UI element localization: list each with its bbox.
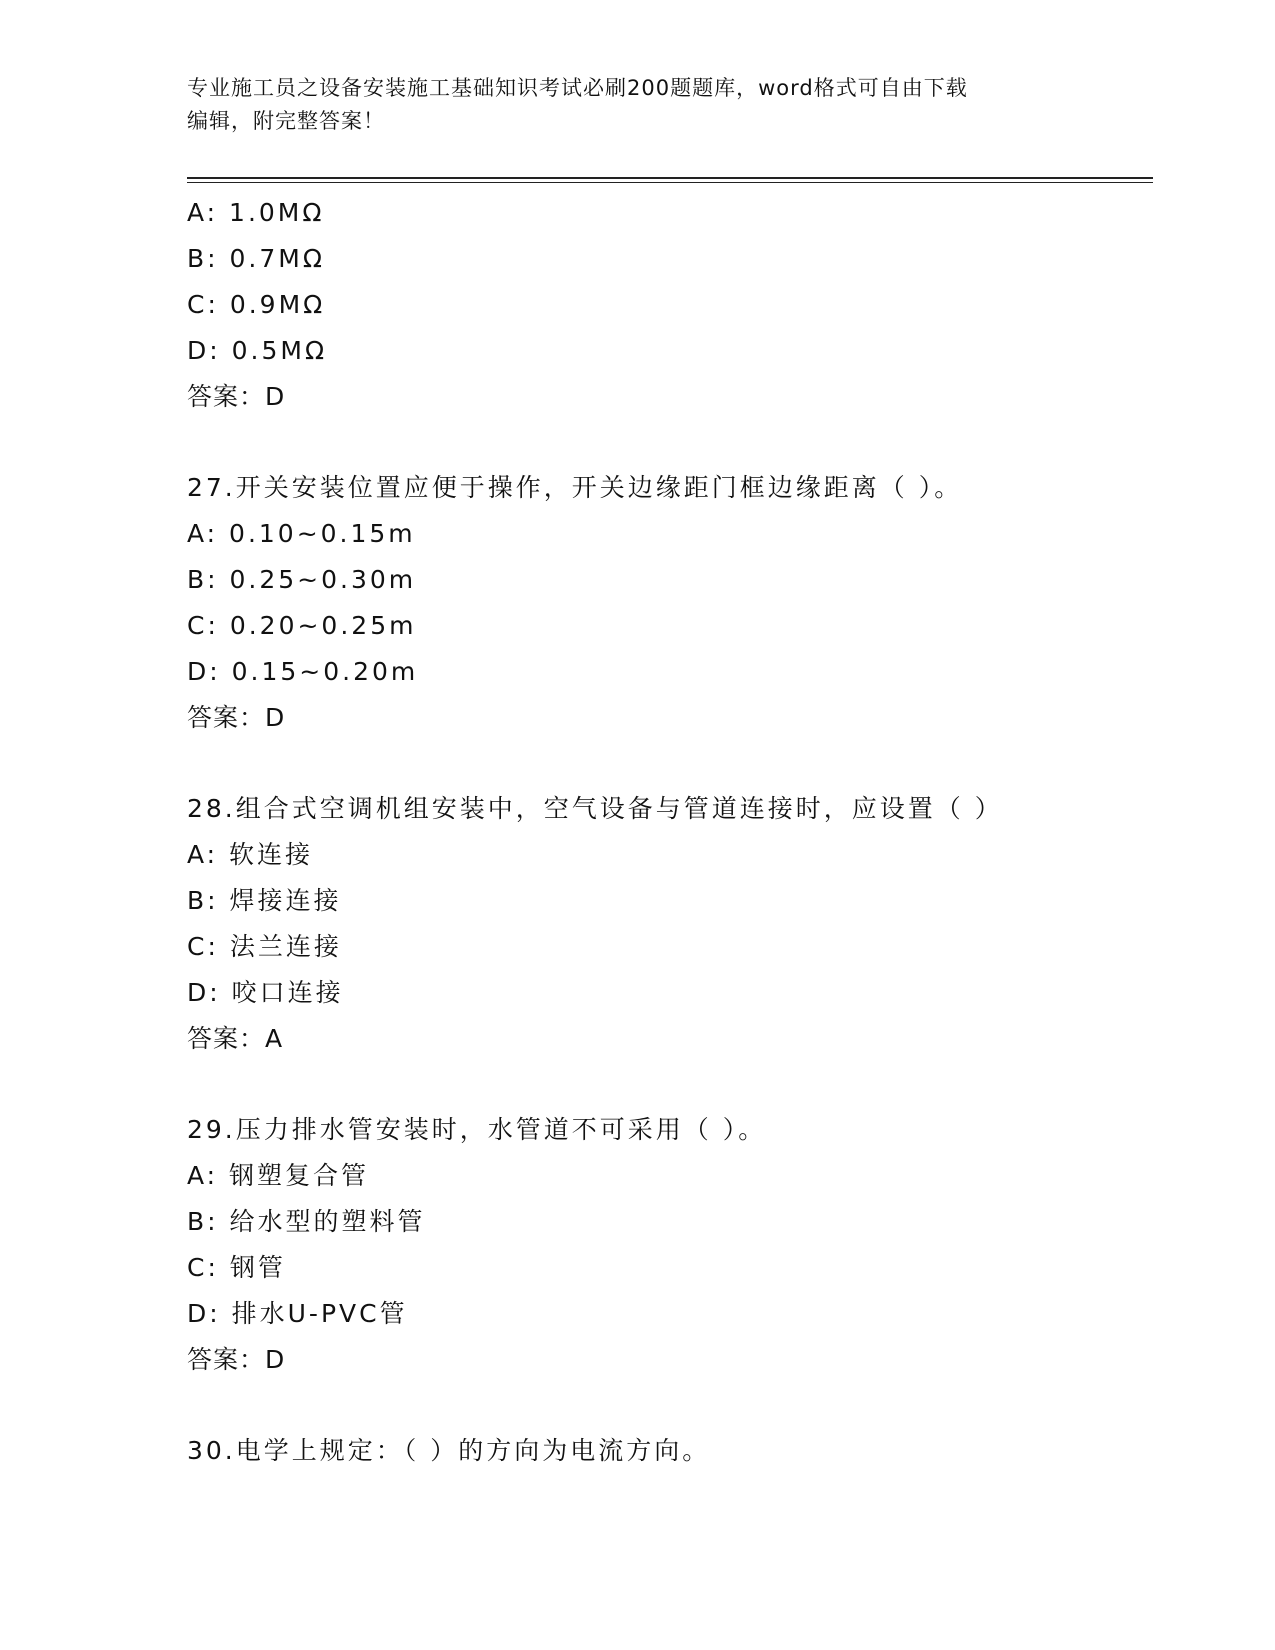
option-c: C: 法兰连接 (187, 932, 342, 961)
option-b: B: 0.7MΩ (187, 244, 325, 273)
question-30 (187, 1428, 1147, 1474)
option-b: B: 0.25~0.30m (187, 565, 417, 594)
question-text: 27.开关安装位置应便于操作，开关边缘距门框边缘距离（ ）。 (187, 473, 963, 502)
spacer (187, 1062, 1147, 1107)
header-line-1: 专业施工员之设备安装施工基础知识考试必刷200题题库，word格式可自由下载 (187, 76, 968, 100)
option-c: C: 0.9MΩ (187, 290, 326, 319)
option-a: A: 0.10~0.15m (187, 519, 416, 548)
option-b: B: 焊接连接 (187, 886, 342, 915)
option-d: D: 咬口连接 (187, 978, 344, 1007)
question-28 (187, 786, 1147, 1062)
option-b: B: 给水型的塑料管 (187, 1207, 426, 1236)
question-27 (187, 465, 1147, 741)
option-a: A: 软连接 (187, 840, 314, 869)
spacer (187, 1383, 1147, 1428)
question-text: 29.压力排水管安装时，水管道不可采用（ ）。 (187, 1115, 767, 1144)
option-a: A: 钢塑复合管 (187, 1161, 370, 1190)
answer: 答案：D (187, 703, 286, 732)
spacer (187, 741, 1147, 786)
header-rule-thin (187, 182, 1153, 183)
question-29 (187, 1107, 1147, 1383)
question-text: 30.电学上规定：（ ）的方向为电流方向。 (187, 1436, 711, 1465)
answer: 答案：D (187, 382, 286, 411)
option-a: A: 1.0MΩ (187, 198, 325, 227)
document-header (187, 72, 1087, 138)
answer: 答案：A (187, 1024, 284, 1053)
question-text: 28.组合式空调机组安装中，空气设备与管道连接时，应设置（ ） (187, 794, 1003, 823)
question-26 (187, 190, 1147, 420)
spacer (187, 420, 1147, 465)
answer: 答案：D (187, 1345, 286, 1374)
header-line-2: 编辑，附完整答案！ (187, 109, 385, 133)
option-c: C: 0.20~0.25m (187, 611, 417, 640)
question-list (187, 190, 1147, 1474)
option-d: D: 0.5MΩ (187, 336, 328, 365)
option-c: C: 钢管 (187, 1253, 286, 1282)
option-d: D: 0.15~0.20m (187, 657, 419, 686)
header-rule-thick (187, 177, 1153, 179)
option-d: D: 排水U-PVC管 (187, 1299, 408, 1328)
